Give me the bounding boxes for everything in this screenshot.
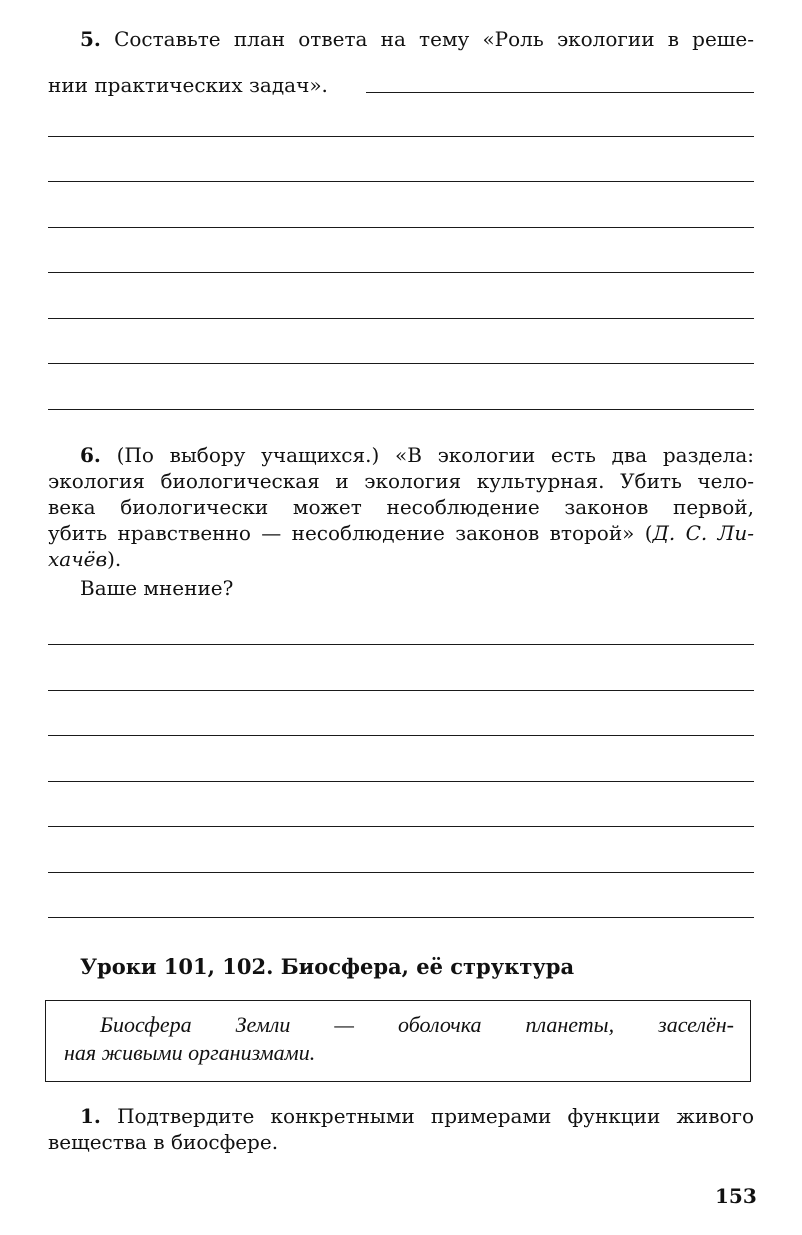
task6-paragraph [48, 442, 754, 572]
quote-tail: ). [107, 547, 122, 571]
answer-line[interactable] [48, 272, 754, 273]
task1-text-line1: Подтвердите конкретными примерами функции живого [117, 1104, 755, 1128]
answer-line[interactable] [48, 227, 754, 228]
task5-number: 5. [80, 27, 101, 51]
task5-text-line2: нии практических задач». [48, 73, 328, 97]
task5-text-line1: Составьте план ответа на тему «Роль экологии в реше- [114, 27, 754, 51]
task6-text-line4: убить нравственно — несоблюдение законов второй» ( [48, 521, 653, 545]
answer-line[interactable] [48, 318, 754, 319]
task6-text-line2: экология биологическая и экология культурная. Убить чело- [48, 469, 754, 493]
task6-line5 [48, 546, 754, 572]
task6-line1 [48, 442, 754, 468]
answer-line[interactable] [48, 181, 754, 182]
answer-line[interactable] [48, 136, 754, 137]
answer-line[interactable] [48, 644, 754, 645]
answer-line[interactable] [48, 690, 754, 691]
answer-line[interactable] [48, 917, 754, 918]
definition-text [64, 1011, 734, 1067]
answer-line[interactable] [366, 92, 754, 93]
definition-line1: Биосфера Земли — оболочка планеты, заселён- [100, 1012, 734, 1037]
page-number: 153 [715, 1184, 757, 1208]
answer-line[interactable] [48, 409, 754, 410]
quote-author-part2: хачёв [48, 547, 108, 571]
task1-line1 [48, 1103, 754, 1129]
answer-line[interactable] [48, 872, 754, 873]
task6-text-line3: века биологически может несоблюдение законов первой, [48, 495, 754, 519]
task1-paragraph [48, 1103, 754, 1155]
task6-line4 [48, 520, 754, 546]
answer-line[interactable] [48, 781, 754, 782]
definition-box [45, 1000, 751, 1082]
task1-text-line2: вещества в биосфере. [48, 1130, 279, 1154]
quote-author-part1: Д. С. Ли- [652, 521, 754, 545]
task6-text-line1: (По выбору учащихся.) «В экологии есть два раздела: [116, 443, 754, 467]
answer-line[interactable] [48, 826, 754, 827]
definition-line2: ная живыми организмами. [64, 1040, 316, 1065]
task5-line1 [80, 26, 754, 52]
task1-number: 1. [80, 1104, 101, 1128]
answer-line[interactable] [48, 735, 754, 736]
lesson-heading: Уроки 101, 102. Биосфера, её структура [80, 954, 575, 979]
task6-question: Ваше мнение? [80, 576, 234, 600]
answer-line[interactable] [48, 363, 754, 364]
task6-number: 6. [80, 443, 101, 467]
